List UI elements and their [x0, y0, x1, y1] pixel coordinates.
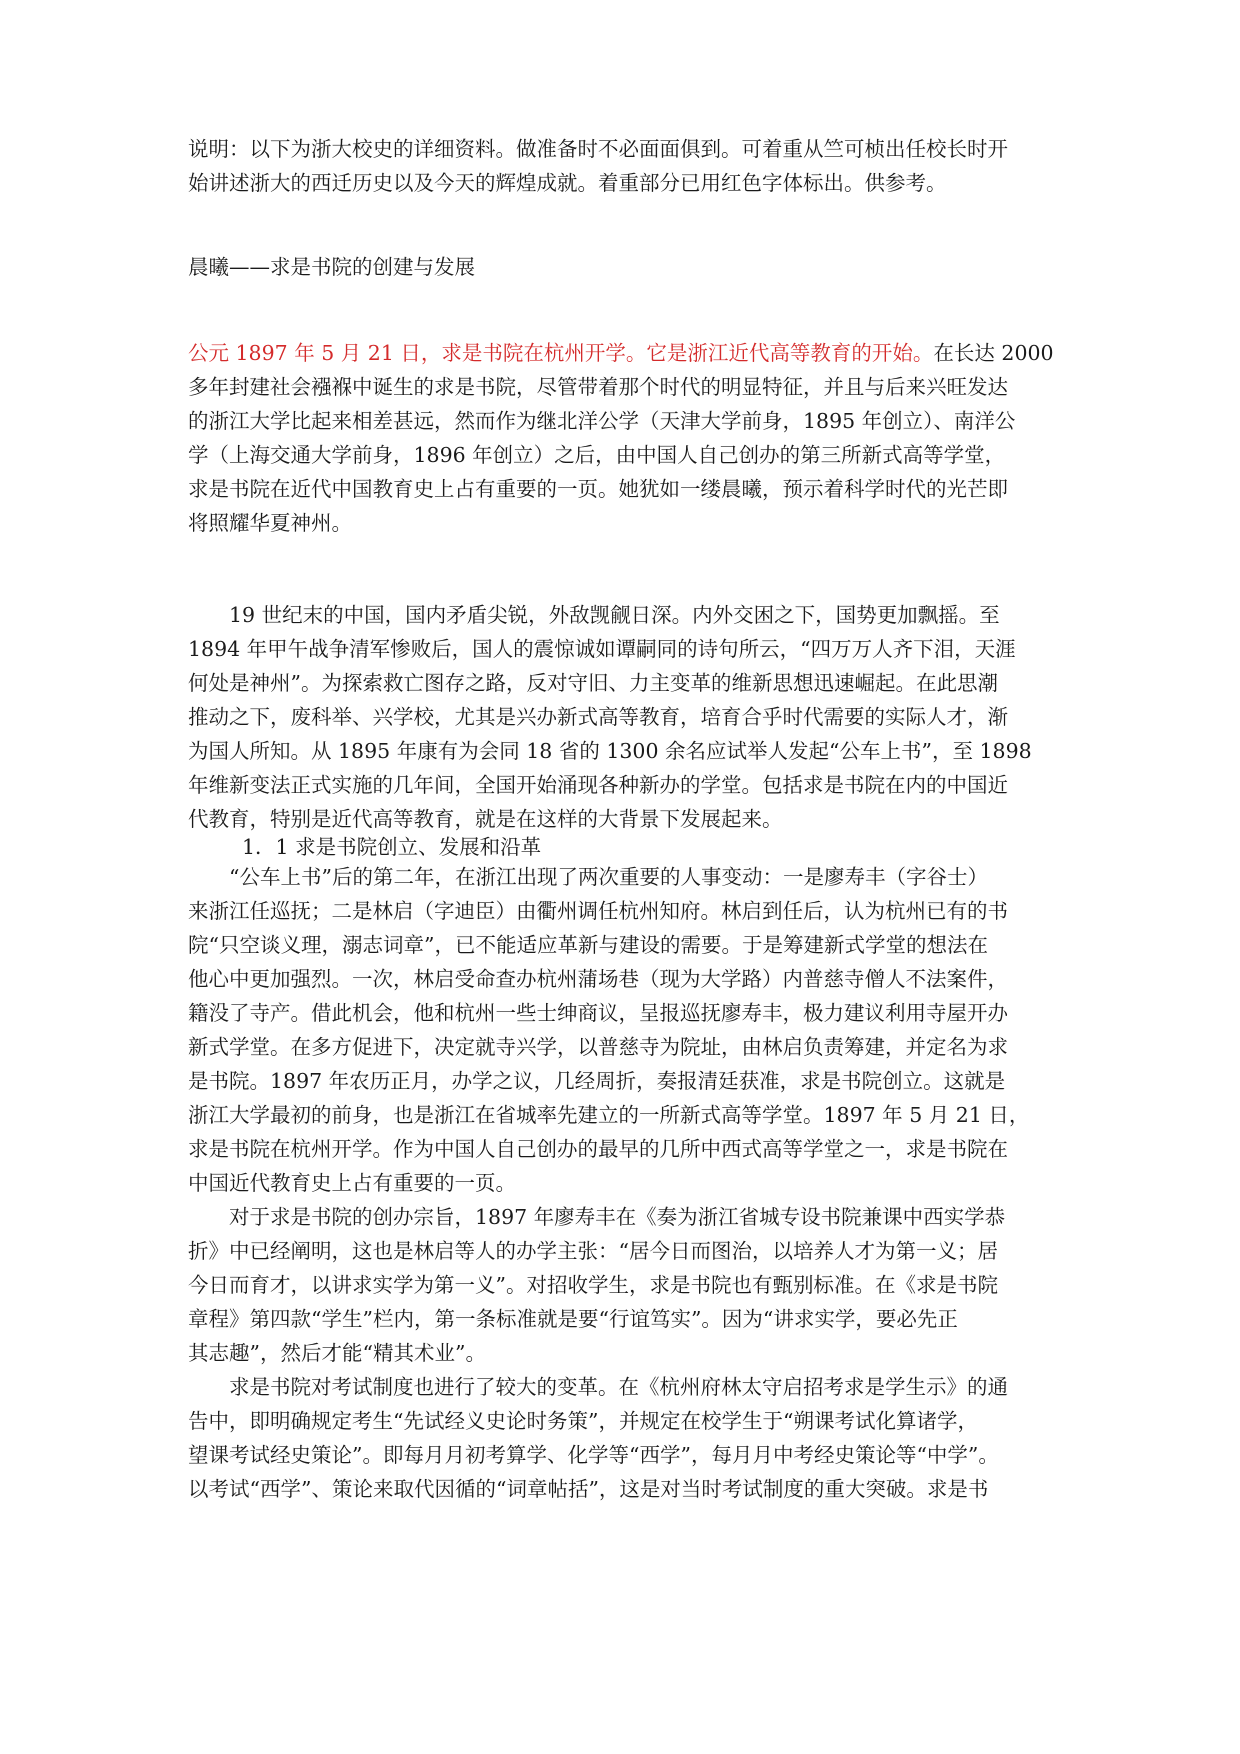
red-highlight-text: 公元 1897 年 5 月 21 日，求是书院在杭州开学。它是浙江近代高等教育的开始。: [188, 341, 934, 365]
paragraph-line: 求是书院在近代中国教育史上占有重要的一页。她犹如一缕晨曦，预示着科学时代的光芒即: [188, 477, 1008, 501]
paragraph-line: 其志趣”，然后才能“精其术业”。: [188, 1341, 486, 1365]
founding-paragraph: [188, 860, 1058, 1200]
paragraph-line: 对于求是书院的创办宗旨，1897 年廖寿丰在《奏为浙江省城专设书院兼课中西实学恭: [229, 1205, 1006, 1229]
paragraph-line: 浙江大学最初的前身，也是浙江在省城率先建立的一所新式高等学堂。1897 年 5 月 21 日，: [188, 1103, 1030, 1127]
paragraph-line: 中国近代教育史上占有重要的一页。: [188, 1171, 516, 1195]
highlight-paragraph: [188, 336, 1058, 540]
paragraph-line: 今日而育才，以讲求实学为第一义”。对招收学生，求是书院也有甄别标准。在《求是书院: [188, 1273, 998, 1297]
paragraph-line: 望课考试经史策论”。即每月月初考算学、化学等“西学”，每月月中考经史策论等“中学”。: [188, 1443, 999, 1467]
highlight-first-line: [188, 336, 1058, 370]
paragraph-line: 多年封建社会襁褓中诞生的求是书院，尽管带着那个时代的明显特征，并且与后来兴旺发达: [188, 375, 1008, 399]
paragraph-line: 的浙江大学比起来相差甚远，然而作为继北洋公学（天津大学前身，1895 年创立）、南洋公: [188, 409, 1016, 433]
paragraph-line: 籍没了寺产。借此机会，他和杭州一些士绅商议，呈报巡抚廖寿丰，极力建议利用寺屋开办: [188, 1001, 1008, 1025]
paragraph-line: 19 世纪末的中国，国内矛盾尖锐，外敌觊觎日深。内外交困之下，国势更加飘摇。至: [229, 603, 1000, 627]
intro-line: 始讲述浙大的西迁历史以及今天的辉煌成就。着重部分已用红色字体标出。供参考。: [188, 171, 947, 195]
paragraph-line: 是书院。1897 年农历正月，办学之议，几经周折，奏报清廷获准，求是书院创立。这就是: [188, 1069, 1006, 1093]
paragraph-line: 代教育，特别是近代高等教育，就是在这样的大背景下发展起来。: [188, 807, 783, 831]
paragraph-line: 学（上海交通大学前身，1896 年创立）之后，由中国人自己创办的第三所新式高等学堂，: [188, 443, 1006, 467]
paragraph-line: 以考试“西学”、策论来取代因循的“词章帖括”，这是对当时考试制度的重大突破。求是书: [188, 1477, 989, 1501]
highlight-line-rest: 在长达 2000: [933, 341, 1054, 365]
paragraph-line: “公车上书”后的第二年，在浙江出现了两次重要的人事变动：一是廖寿丰（字谷士）: [229, 865, 988, 889]
paragraph-line: 折》中已经阐明，这也是林启等人的办学主张：“居今日而图治，以培养人才为第一义；居: [188, 1239, 998, 1263]
paragraph-line: 何处是神州”。为探索救亡图存之路，反对守旧、力主变革的维新思想迅速崛起。在此思潮: [188, 671, 998, 695]
paragraph-line: 1894 年甲午战争清军惨败后，国人的震惊诚如谭嗣同的诗句所云，“四万万人齐下泪，天涯: [188, 637, 1016, 661]
section-title: 晨曦——求是书院的创建与发展: [188, 255, 475, 279]
subsection-title: 1．1 求是书院创立、发展和沿革: [242, 835, 542, 859]
paragraph-line: 年维新变法正式实施的几年间，全国开始涌现各种新办的学堂。包括求是书院在内的中国近: [188, 773, 1008, 797]
paragraph-line: 告中，即明确规定考生“先试经义史论时务策”，并规定在校学生于“朔课考试化算诸学，: [188, 1409, 978, 1433]
subsection-title-block: [188, 830, 1058, 864]
paragraph-line: 章程》第四款“学生”栏内，第一条标准就是要“行谊笃实”。因为“讲求实学，要必先正: [188, 1307, 958, 1331]
section-title-block: [188, 250, 1058, 284]
paragraph-line: 推动之下，废科举、兴学校，尤其是兴办新式高等教育，培育合乎时代需要的实际人才，渐: [188, 705, 1008, 729]
paragraph-line: 来浙江任巡抚；二是林启（字迪臣）由衢州调任杭州知府。林启到任后，认为杭州已有的书: [188, 899, 1008, 923]
purpose-paragraph: [188, 1200, 1058, 1370]
intro-note: [188, 132, 1058, 200]
paragraph-line: 求是书院在杭州开学。作为中国人自己创办的最早的几所中西式高等学堂之一，求是书院在: [188, 1137, 1008, 1161]
background-paragraph: [188, 598, 1058, 836]
exam-paragraph: [188, 1370, 1058, 1506]
paragraph-line: 将照耀华夏神州。: [188, 511, 352, 535]
intro-line: 说明：以下为浙大校史的详细资料。做准备时不必面面俱到。可着重从竺可桢出任校长时开: [188, 137, 1008, 161]
paragraph-line: 新式学堂。在多方促进下，决定就寺兴学，以普慈寺为院址，由林启负责筹建，并定名为求: [188, 1035, 1008, 1059]
paragraph-line: 求是书院对考试制度也进行了较大的变革。在《杭州府林太守启招考求是学生示》的通: [229, 1375, 1008, 1399]
paragraph-line: 为国人所知。从 1895 年康有为会同 18 省的 1300 余名应试举人发起“公车上书”，至 1898: [188, 739, 1032, 763]
paragraph-line: 院“只空谈义理，溺志词章”，已不能适应革新与建设的需要。于是筹建新式学堂的想法在: [188, 933, 988, 957]
paragraph-line: 他心中更加强烈。一次，林启受命查办杭州蒲场巷（现为大学路）内普慈寺僧人不法案件，: [188, 967, 1008, 991]
